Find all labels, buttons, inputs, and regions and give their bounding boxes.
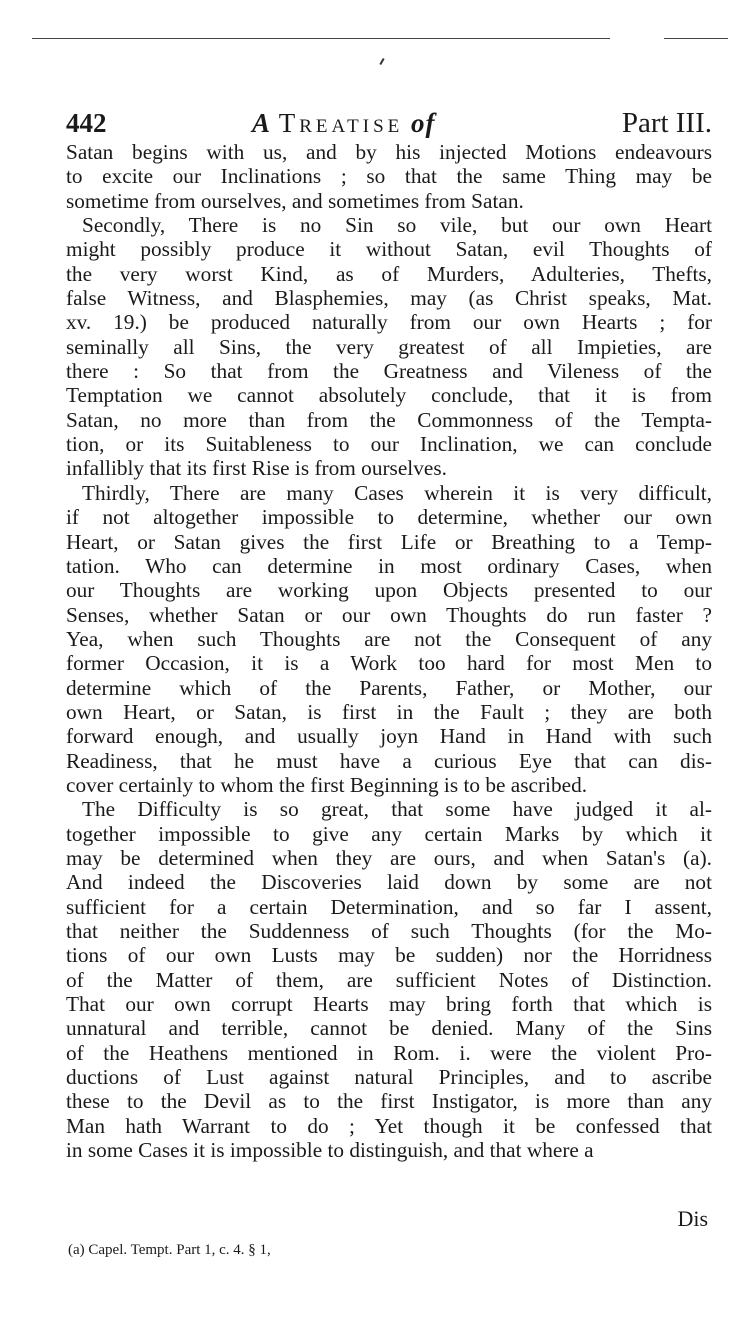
text-line: of the Heathens mentioned in Rom. i. were the violent Pro- <box>66 1040 712 1065</box>
text-line: if not altogether impossible to determine, whether our own <box>66 505 712 530</box>
scan-edge-line <box>32 38 610 39</box>
text-line: Man hath Warrant to do ; Yet though it be confessed that <box>66 1113 712 1138</box>
page-number: 442 <box>66 108 107 138</box>
text-line: And indeed the Discoveries laid down by some are not <box>66 870 712 895</box>
catchword: Dis <box>677 1206 708 1231</box>
text-line: seminally all Sins, the very greatest of all Impieties, are <box>66 334 712 359</box>
text-line: together impossible to give any certain Marks by which it <box>66 821 712 846</box>
text-line: The Difficulty is so great, that some have judged it al- <box>82 797 712 822</box>
text-line: Readiness, that he must have a curious Eye that can dis- <box>66 748 712 773</box>
text-line: sometime from ourselves, and sometimes from Satan. <box>66 188 524 213</box>
text-line: that neither the Suddenness of such Thoughts (for the Mo- <box>66 919 712 943</box>
text-line: Thirdly, There are many Cases wherein it is very difficult, <box>82 480 712 505</box>
text-line: Yea, when such Thoughts are not the Consequent of any <box>66 626 712 651</box>
text-line: tion, or its Suitableness to our Inclination, we can conclude <box>66 432 712 457</box>
text-line: Secondly, There is no Sin so vile, but our own Heart <box>82 213 712 238</box>
footnote: (a) Capel. Tempt. Part 1, c. 4. § 1, <box>68 1242 271 1258</box>
title-preposition: of <box>411 108 436 138</box>
part-label: Part III. <box>621 107 712 139</box>
text-line: Senses, whether Satan or our own Thoughts do run faster ? <box>66 602 712 627</box>
text-line: xv. 19.) be produced naturally from our own Hearts ; for <box>66 310 712 335</box>
text-line: our Thoughts are working upon Objects presented to our <box>66 578 712 603</box>
body-text <box>66 140 712 1162</box>
running-header <box>66 103 712 143</box>
text-line: in some Cases it is impossible to distinguish, and that where a <box>66 1138 594 1163</box>
scan-edge-line <box>664 38 728 39</box>
text-line: these to the Devil as to the first Instigator, is more than any <box>66 1089 712 1114</box>
text-line: of the Matter of them, are sufficient Notes of Distinction. <box>66 967 712 992</box>
title-article: A <box>252 108 272 138</box>
text-line: unnatural and terrible, cannot be denied. Many of the Sins <box>66 1016 712 1041</box>
text-line: tions of our own Lusts may be sudden) nor the Horridness <box>66 943 712 968</box>
text-line: sufficient for a certain Determination, and so far I assent, <box>66 894 712 919</box>
text-line: may be determined when they are ours, and when Satan's (a). <box>66 845 712 870</box>
running-title <box>252 103 436 143</box>
text-line: to excite our Inclinations ; so that the same Thing may be <box>66 164 712 189</box>
text-line: might possibly produce it without Satan, evil Thoughts of <box>66 237 712 262</box>
text-line: Temptation we cannot absolutely conclude, that it is from <box>66 383 712 408</box>
text-line: own Heart, or Satan, is first in the Fault ; they are both <box>66 699 712 724</box>
text-line: there : So that from the Greatness and Vileness of the <box>66 359 712 384</box>
text-line: That our own corrupt Hearts may bring forth that which is <box>66 992 712 1017</box>
text-line: Heart, or Satan gives the first Life or Breathing to a Temp- <box>66 529 712 554</box>
text-line: false Witness, and Blasphemies, may (as Christ speaks, Mat. <box>66 286 712 311</box>
text-line: infallibly that its first Rise is from ourselves. <box>66 456 447 481</box>
text-line: the very worst Kind, as of Murders, Adulteries, Thefts, <box>66 261 712 286</box>
text-line: former Occasion, it is a Work too hard for most Men to <box>66 651 712 676</box>
ink-speck <box>379 58 384 65</box>
text-line: tation. Who can determine in most ordinary Cases, when <box>66 553 712 578</box>
title-word: Treatise <box>278 108 404 138</box>
text-line: determine which of the Parents, Father, or Mother, our <box>66 675 712 700</box>
text-line: ductions of Lust against natural Principles, and to ascribe <box>66 1065 712 1090</box>
text-line: forward enough, and usually joyn Hand in Hand with such <box>66 724 712 749</box>
text-line: Satan, no more than from the Commonness of the Tempta- <box>66 407 712 432</box>
text-line: cover certainly to whom the first Beginning is to be ascribed. <box>66 772 588 797</box>
text-line: Satan begins with us, and by his injected Motions endeavours <box>66 140 712 164</box>
